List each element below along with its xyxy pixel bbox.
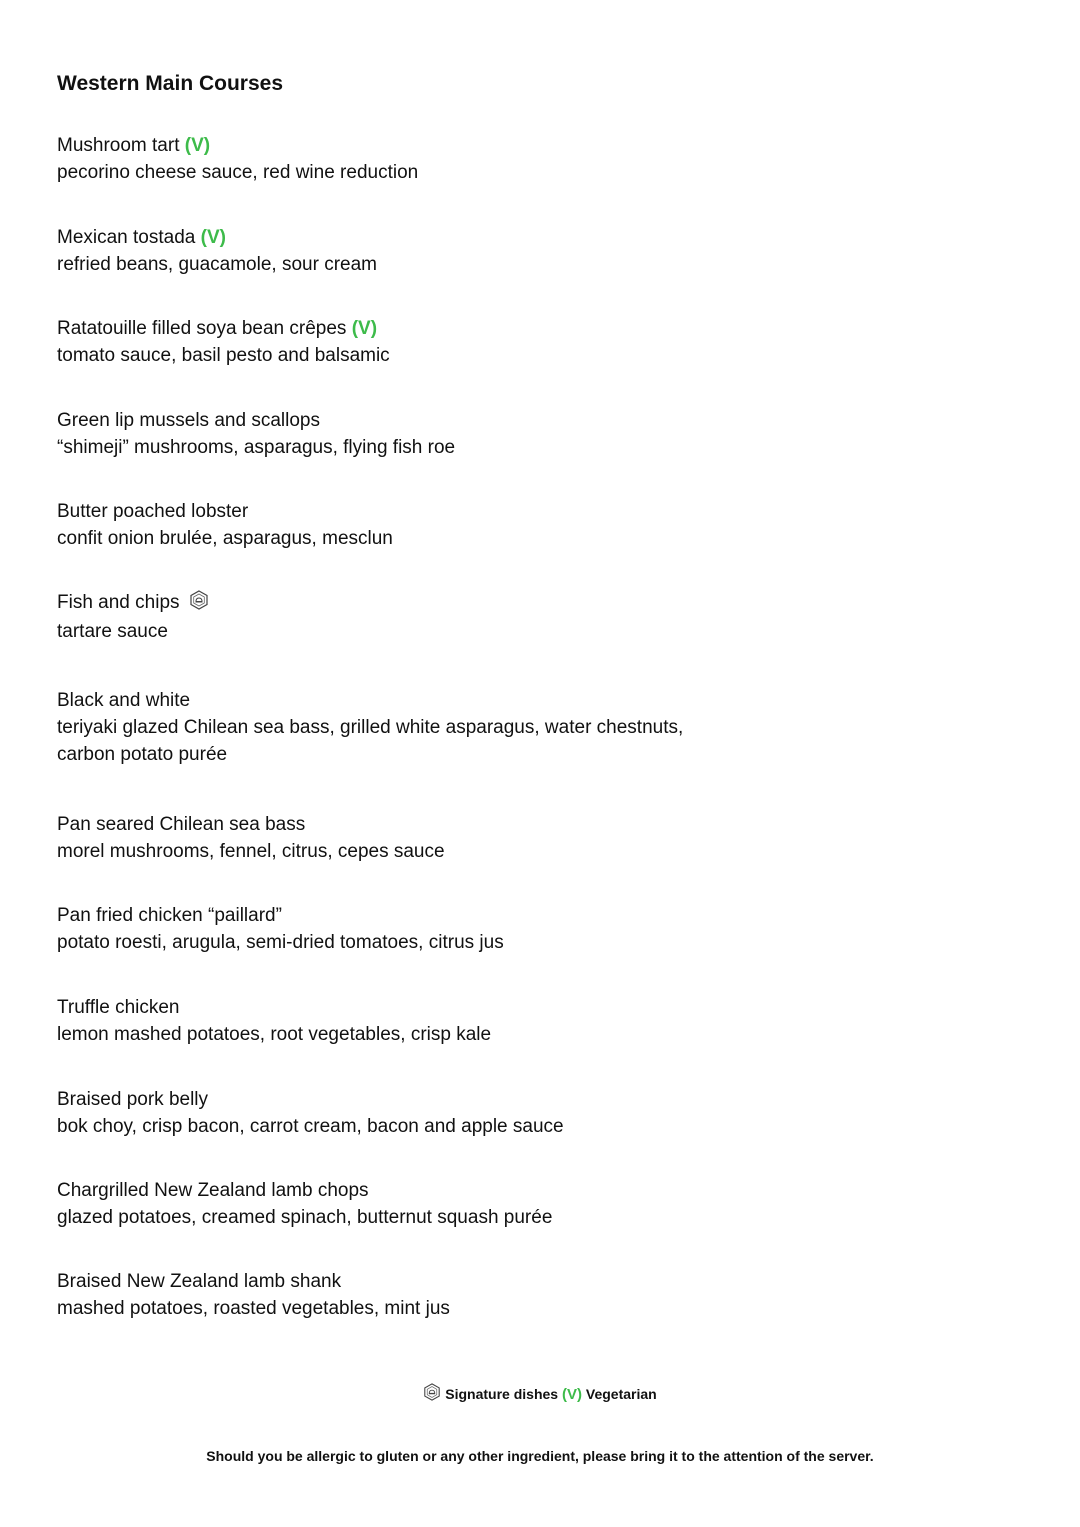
dish-name-line <box>57 315 957 342</box>
dish-description: “shimeji” mushrooms, asparagus, flying fish roe <box>57 437 456 458</box>
menu-legend <box>0 1383 1080 1407</box>
menu-item-pan-seared-sea-bass <box>57 811 957 865</box>
menu-item-truffle-chicken <box>57 994 957 1048</box>
dish-name: Mushroom tart <box>57 135 180 156</box>
dish-name: Ratatouille filled soya bean crêpes <box>57 318 347 339</box>
menu-item-ratatouille-crepes <box>57 315 957 369</box>
dish-description: carbon potato purée <box>57 744 228 765</box>
dish-name: Braised pork belly <box>57 1089 209 1110</box>
legend-vegetarian-label: Vegetarian <box>585 1386 657 1402</box>
menu-item-chicken-paillard <box>57 902 957 956</box>
dish-description: tartare sauce <box>57 621 168 642</box>
legend-vegetarian-mark: (V) <box>561 1386 582 1403</box>
dish-description: tomato sauce, basil pesto and balsamic <box>57 345 390 366</box>
dish-name-line <box>57 589 957 618</box>
dish-name: Fish and chips <box>57 592 180 613</box>
dish-description: confit onion brulée, asparagus, mesclun <box>57 528 393 549</box>
dish-description: bok choy, crisp bacon, carrot cream, bacon and apple sauce <box>57 1116 564 1137</box>
dish-name: Green lip mussels and scallops <box>57 410 320 431</box>
dish-description: morel mushrooms, fennel, citrus, cepes sauce <box>57 841 445 862</box>
page-title: Western Main Courses <box>57 72 284 95</box>
legend-signature-label: Signature dishes <box>445 1386 559 1402</box>
menu-item-mexican-tostada <box>57 224 957 278</box>
dish-description: lemon mashed potatoes, root vegetables, crisp kale <box>57 1024 492 1045</box>
signature-dish-icon <box>423 1383 441 1407</box>
dish-name-line <box>57 132 957 159</box>
dish-name: Pan fried chicken “paillard” <box>57 905 282 926</box>
dish-name: Truffle chicken <box>57 997 180 1018</box>
dish-description: refried beans, guacamole, sour cream <box>57 254 377 275</box>
dish-name: Braised New Zealand lamb shank <box>57 1271 342 1292</box>
allergy-note: Should you be allergic to gluten or any other ingredient, please bring it to the attention of the server. <box>206 1448 874 1464</box>
dish-name: Butter poached lobster <box>57 501 249 522</box>
dish-name: Mexican tostada <box>57 227 196 248</box>
dish-description: glazed potatoes, creamed spinach, butternut squash purée <box>57 1207 553 1228</box>
menu-item-mushroom-tart <box>57 132 957 186</box>
dish-description: pecorino cheese sauce, red wine reduction <box>57 162 419 183</box>
vegetarian-mark: (V) <box>184 135 211 156</box>
dish-name: Black and white <box>57 690 191 711</box>
menu-item-butter-poached-lobster <box>57 498 957 552</box>
dish-name-line <box>57 224 957 251</box>
dish-description: mashed potatoes, roasted vegetables, mint jus <box>57 1298 450 1319</box>
vegetarian-mark: (V) <box>351 318 378 339</box>
menu-item-lamb-shank <box>57 1268 957 1322</box>
dish-name: Pan seared Chilean sea bass <box>57 814 306 835</box>
dish-name: Chargrilled New Zealand lamb chops <box>57 1180 369 1201</box>
signature-dish-icon <box>189 590 209 618</box>
menu-item-black-and-white <box>57 687 957 768</box>
vegetarian-mark: (V) <box>200 227 226 248</box>
menu-item-lamb-chops <box>57 1177 957 1231</box>
menu-item-mussels-scallops <box>57 407 957 461</box>
dish-description: potato roesti, arugula, semi-dried tomatoes, citrus jus <box>57 932 504 953</box>
menu-item-fish-and-chips <box>57 589 957 645</box>
menu-item-braised-pork-belly <box>57 1086 957 1140</box>
dish-description: teriyaki glazed Chilean sea bass, grilled white asparagus, water chestnuts, <box>57 717 684 738</box>
